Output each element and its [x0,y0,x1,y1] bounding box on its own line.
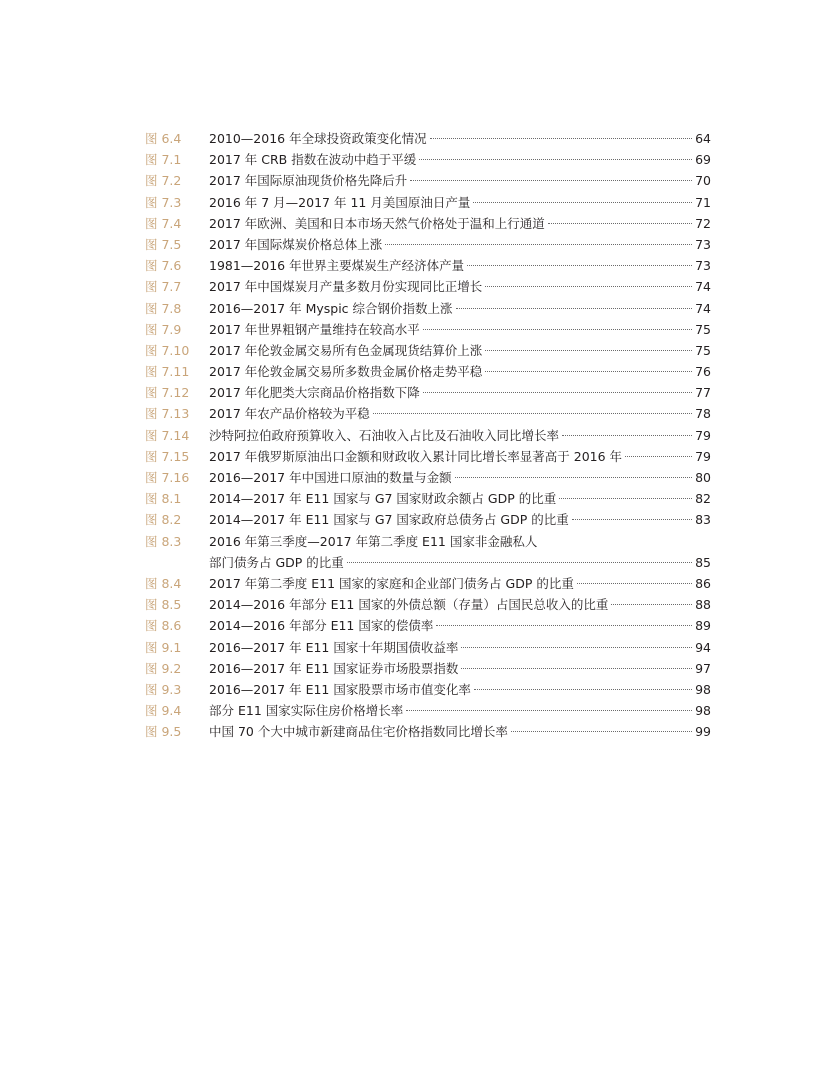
page-number: 97 [695,660,711,676]
dot-leader [625,456,692,457]
figure-title: 2016—2017 年 E11 国家股票市场市值变化率 [209,681,471,697]
dot-leader [559,498,692,499]
figure-number: 图 7.3 [145,194,182,210]
figure-number: 图 7.1 [145,152,182,168]
figure-number: 图 7.2 [145,173,182,189]
figure-number: 图 8.6 [145,618,182,634]
figure-number: 图 6.4 [145,131,182,146]
figure-number: 图 8.5 [145,597,182,613]
page-number: 76 [695,364,711,380]
figure-title: 2017 年化肥类大宗商品价格指数下降 [209,385,420,401]
dot-leader [461,668,692,669]
figure-number: 图 8.2 [145,512,182,528]
figure-title: 2017 年 CRB 指数在波动中趋于平缓 [209,152,417,168]
page-number: 83 [695,512,711,528]
page-number: 99 [695,724,711,740]
toc-entry[interactable] [145,276,711,297]
dot-leader [373,413,692,414]
toc-entry[interactable] [145,128,711,149]
figure-number: 图 9.2 [145,660,182,676]
figure-number: 图 7.4 [145,215,182,231]
page-number: 74 [695,300,711,316]
toc-entry[interactable] [145,149,711,170]
dot-leader [485,286,692,287]
figure-title: 2017 年第二季度 E11 国家的家庭和企业部门债务占 GDP 的比重 [209,575,574,591]
toc-entry[interactable] [145,403,711,424]
page-number: 73 [695,258,711,274]
figure-title: 2017 年伦敦金属交易所多数贵金属价格走势平稳 [209,364,483,380]
figure-title: 2014—2017 年 E11 国家与 G7 国家财政余额占 GDP 的比重 [209,491,557,507]
dot-leader [485,371,692,372]
dot-leader [473,202,692,203]
toc-entry[interactable] [145,234,711,255]
toc-entry[interactable] [145,298,711,319]
dot-leader [423,392,692,393]
dot-leader [410,180,692,181]
figure-number: 图 7.13 [145,406,190,422]
page-number: 79 [695,427,711,443]
toc-entry[interactable] [145,615,711,636]
page-number: 88 [695,597,711,613]
page-number: 71 [695,194,711,210]
toc-entry[interactable] [145,637,711,658]
toc-entry[interactable] [145,170,711,191]
figure-number: 图 8.3 [145,533,182,549]
toc-entry[interactable] [145,467,711,488]
toc-entry[interactable] [145,425,711,446]
toc-entry[interactable] [145,658,711,679]
toc-entry[interactable] [145,679,711,700]
figure-number: 图 7.14 [145,427,190,443]
page-number: 86 [695,575,711,591]
figure-number: 图 7.8 [145,300,182,316]
figure-title: 2014—2016 年部分 E11 国家的偿债率 [209,618,434,634]
page-number: 85 [695,554,711,570]
toc-entry[interactable] [145,446,711,467]
page-number: 73 [695,236,711,252]
toc-entry[interactable] [145,573,711,594]
dot-leader [467,265,692,266]
dot-leader [461,647,692,648]
page-number: 75 [695,321,711,337]
page-number: 79 [695,448,711,464]
figure-number: 图 9.1 [145,639,182,655]
page-number: 72 [695,215,711,231]
dot-leader [562,435,692,436]
page-number: 75 [695,342,711,358]
figure-title: 2017 年欧洲、美国和日本市场天然气价格处于温和上行通道 [209,215,545,231]
figure-title: 2017 年农产品价格较为平稳 [209,406,370,422]
page-number: 69 [695,152,711,168]
page-number: 98 [695,703,711,719]
page-number: 94 [695,639,711,655]
dot-leader [577,583,692,584]
figure-title: 2017 年俄罗斯原油出口金额和财政收入累计同比增长率显著高于 2016 年 [209,448,623,464]
dot-leader [456,308,693,309]
page-number: 98 [695,681,711,697]
list-of-figures [145,128,711,742]
toc-entry[interactable] [145,700,711,721]
figure-number: 图 7.6 [145,258,182,274]
figure-number: 图 9.3 [145,681,182,697]
figure-number: 图 7.11 [145,364,190,380]
figure-title: 2014—2017 年 E11 国家与 G7 国家政府总债务占 GDP 的比重 [209,512,569,528]
figure-number: 图 9.4 [145,703,182,719]
dot-leader [347,562,692,563]
dot-leader [474,689,692,690]
figure-title: 2016 年 7 月—2017 年 11 月美国原油日产量 [209,194,471,210]
figure-title: 中国 70 个大中城市新建商品住宅价格指数同比增长率 [209,724,508,740]
figure-title: 2017 年中国煤炭月产量多数月份实现同比正增长 [209,279,483,295]
page-number: 70 [695,173,711,189]
figure-number: 图 7.12 [145,385,190,401]
figure-title: 2016—2017 年 Myspic 综合钢价指数上涨 [209,300,453,316]
figure-title: 2014—2016 年部分 E11 国家的外债总额（存量）占国民总收入的比重 [209,597,609,613]
figure-title: 2017 年国际煤炭价格总体上涨 [209,236,383,252]
toc-entry[interactable] [145,361,711,382]
toc-entry[interactable] [145,255,711,276]
dot-leader [385,244,692,245]
figure-number: 图 7.16 [145,470,190,485]
toc-entry[interactable] [145,531,711,552]
toc-entry[interactable] [145,552,711,573]
toc-entry[interactable] [145,488,711,509]
figure-number: 图 7.15 [145,448,190,464]
toc-entry[interactable] [145,594,711,615]
dot-leader [485,350,692,351]
dot-leader [419,159,692,160]
figure-number: 图 7.7 [145,279,182,295]
figure-number: 图 9.5 [145,724,182,740]
page-number: 78 [695,406,711,422]
dot-leader [423,329,692,330]
dot-leader [406,710,692,711]
figure-title: 2016—2017 年中国进口原油的数量与金额 [209,470,452,485]
page-number: 64 [695,131,711,146]
figure-number: 图 8.1 [145,491,182,507]
page-number: 89 [695,618,711,634]
dot-leader [511,731,692,732]
figure-number: 图 7.10 [145,342,190,358]
toc-entry[interactable] [145,192,711,213]
toc-entry[interactable] [145,382,711,403]
figure-number: 图 7.9 [145,321,182,337]
dot-leader [436,625,692,626]
figure-title: 2016—2017 年 E11 国家证券市场股票指数 [209,660,459,676]
figure-title: 2017 年伦敦金属交易所有色金属现货结算价上涨 [209,342,483,358]
toc-entry[interactable] [145,509,711,530]
figure-title: 部门债务占 GDP 的比重 [209,554,344,570]
dot-leader [572,519,692,520]
page-number: 74 [695,279,711,295]
toc-entry[interactable] [145,319,711,340]
dot-leader [430,138,692,139]
page-number: 82 [695,491,711,507]
figure-number: 图 8.4 [145,575,182,591]
dot-leader [611,604,692,605]
page-number: 77 [695,385,711,401]
figure-title: 沙特阿拉伯政府预算收入、石油收入占比及石油收入同比增长率 [209,427,560,443]
figure-title: 2017 年世界粗钢产量维持在较高水平 [209,321,420,337]
figure-title: 1981—2016 年世界主要煤炭生产经济体产量 [209,258,465,274]
dot-leader [548,223,692,224]
toc-entry[interactable] [145,721,711,742]
figure-title: 2017 年国际原油现货价格先降后升 [209,173,408,189]
figure-title: 部分 E11 国家实际住房价格增长率 [209,703,404,719]
figure-title: 2010—2016 年全球投资政策变化情况 [209,131,427,146]
toc-entry[interactable] [145,340,711,361]
toc-entry[interactable] [145,213,711,234]
figure-title: 2016 年第三季度—2017 年第二季度 E11 国家非金融私人 [209,533,538,549]
figure-title: 2016—2017 年 E11 国家十年期国债收益率 [209,639,459,655]
dot-leader [455,477,692,478]
page-number: 80 [695,470,711,485]
figure-number: 图 7.5 [145,236,182,252]
